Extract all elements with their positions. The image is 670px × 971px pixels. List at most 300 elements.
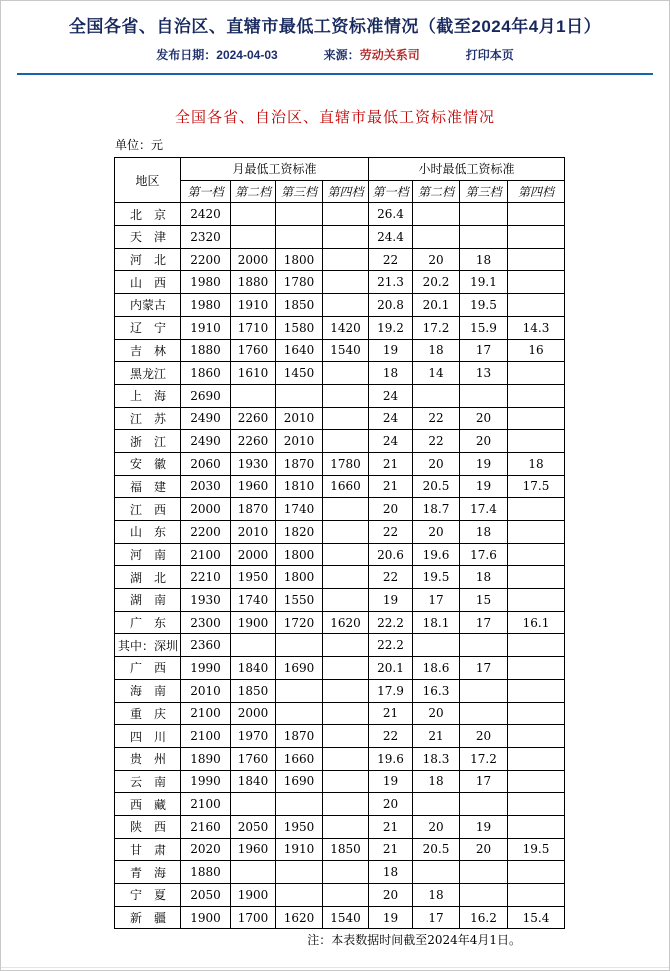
- value-cell: 2010: [276, 407, 323, 430]
- value-cell: 18: [508, 452, 565, 475]
- value-cell: [413, 861, 460, 884]
- value-cell: [460, 679, 508, 702]
- value-cell: 17.2: [413, 316, 460, 339]
- region-cell: 海 南: [115, 679, 181, 702]
- value-cell: 15: [460, 589, 508, 612]
- region-cell: 新 疆: [115, 906, 181, 929]
- region-column-header: 地区: [115, 158, 181, 203]
- region-cell: 广 东: [115, 611, 181, 634]
- value-cell: 20: [460, 725, 508, 748]
- table-row: [115, 634, 565, 657]
- value-cell: 2010: [231, 521, 276, 544]
- region-cell: 江 苏: [115, 407, 181, 430]
- value-cell: [323, 430, 369, 453]
- value-cell: [508, 498, 565, 521]
- value-cell: [508, 634, 565, 657]
- table-row: [115, 430, 565, 453]
- value-cell: [508, 884, 565, 907]
- value-cell: 17: [460, 611, 508, 634]
- value-cell: 17.4: [460, 498, 508, 521]
- value-cell: [460, 203, 508, 226]
- value-cell: [276, 679, 323, 702]
- value-cell: 1850: [231, 679, 276, 702]
- value-cell: 24: [369, 384, 413, 407]
- value-cell: 1880: [181, 861, 231, 884]
- value-cell: 24.4: [369, 226, 413, 249]
- value-cell: [413, 203, 460, 226]
- value-cell: 2300: [181, 611, 231, 634]
- table-row: [115, 203, 565, 226]
- value-cell: [276, 793, 323, 816]
- value-cell: 1910: [231, 294, 276, 317]
- value-cell: 13: [460, 362, 508, 385]
- value-cell: 20: [369, 793, 413, 816]
- table-title: 全国各省、自治区、直辖市最低工资标准情况: [174, 109, 495, 126]
- value-cell: 2200: [181, 248, 231, 271]
- value-cell: 2260: [231, 430, 276, 453]
- value-cell: 1950: [276, 815, 323, 838]
- hourly-group-header: 小时最低工资标准: [369, 158, 565, 181]
- value-cell: [508, 521, 565, 544]
- value-cell: 1850: [276, 294, 323, 317]
- region-cell: 四 川: [115, 725, 181, 748]
- source-label: 来源：: [323, 48, 360, 62]
- table-row: [115, 747, 565, 770]
- value-cell: 19.1: [460, 271, 508, 294]
- value-cell: 1780: [323, 452, 369, 475]
- value-cell: 21: [369, 815, 413, 838]
- table-row: [115, 679, 565, 702]
- value-cell: [508, 815, 565, 838]
- value-cell: [323, 362, 369, 385]
- value-cell: 20.8: [369, 294, 413, 317]
- value-cell: 18: [460, 248, 508, 271]
- value-cell: 1980: [181, 294, 231, 317]
- value-cell: 1850: [323, 838, 369, 861]
- value-cell: 15.4: [508, 906, 565, 929]
- hourly-tier3-header: 第三档: [460, 180, 508, 203]
- region-cell: 辽 宁: [115, 316, 181, 339]
- value-cell: [323, 770, 369, 793]
- value-cell: 2360: [181, 634, 231, 657]
- value-cell: 20: [413, 248, 460, 271]
- table-row: [115, 906, 565, 929]
- value-cell: 1930: [181, 589, 231, 612]
- region-cell: 福 建: [115, 475, 181, 498]
- value-cell: [508, 543, 565, 566]
- value-cell: 16.1: [508, 611, 565, 634]
- value-cell: [276, 384, 323, 407]
- value-cell: [413, 634, 460, 657]
- value-cell: [460, 634, 508, 657]
- value-cell: [508, 861, 565, 884]
- meta-line: [1, 46, 669, 63]
- header-divider: [17, 73, 653, 75]
- value-cell: 1910: [276, 838, 323, 861]
- region-cell: 浙 江: [115, 430, 181, 453]
- value-cell: 1540: [323, 339, 369, 362]
- table-row: [115, 838, 565, 861]
- value-cell: 1710: [231, 316, 276, 339]
- value-cell: [323, 384, 369, 407]
- value-cell: 18: [413, 884, 460, 907]
- value-cell: [508, 294, 565, 317]
- value-cell: 20.6: [369, 543, 413, 566]
- value-cell: 20.5: [413, 475, 460, 498]
- value-cell: 2050: [231, 815, 276, 838]
- value-cell: 18: [413, 770, 460, 793]
- value-cell: [323, 543, 369, 566]
- region-cell: 西 藏: [115, 793, 181, 816]
- value-cell: [231, 861, 276, 884]
- value-cell: [323, 566, 369, 589]
- value-cell: [508, 657, 565, 680]
- print-page-link[interactable]: 打印本页: [465, 48, 514, 62]
- table-row: [115, 589, 565, 612]
- value-cell: [508, 430, 565, 453]
- hourly-tier4-header: 第四档: [508, 180, 565, 203]
- page-title: 全国各省、自治区、直辖市最低工资标准情况（截至2024年4月1日）: [68, 17, 602, 36]
- value-cell: 19.6: [369, 747, 413, 770]
- value-cell: 2000: [231, 702, 276, 725]
- value-cell: 1660: [323, 475, 369, 498]
- value-cell: 17.2: [460, 747, 508, 770]
- value-cell: 22: [369, 248, 413, 271]
- region-cell: 黑龙江: [115, 362, 181, 385]
- value-cell: 16: [508, 339, 565, 362]
- value-cell: [323, 793, 369, 816]
- value-cell: [323, 521, 369, 544]
- region-cell: 湖 南: [115, 589, 181, 612]
- region-cell: 云 南: [115, 770, 181, 793]
- value-cell: 2200: [181, 521, 231, 544]
- region-cell: 宁 夏: [115, 884, 181, 907]
- value-cell: 19: [369, 339, 413, 362]
- page-bottom-divider: [1, 967, 669, 968]
- value-cell: 20: [369, 884, 413, 907]
- value-cell: 21.3: [369, 271, 413, 294]
- value-cell: 2690: [181, 384, 231, 407]
- region-cell: 青 海: [115, 861, 181, 884]
- table-row: [115, 521, 565, 544]
- value-cell: 24: [369, 430, 413, 453]
- value-cell: 1760: [231, 747, 276, 770]
- region-cell: 北 京: [115, 203, 181, 226]
- table-row: [115, 316, 565, 339]
- table-row: [115, 384, 565, 407]
- value-cell: [323, 294, 369, 317]
- value-cell: 20: [413, 452, 460, 475]
- value-cell: 1820: [276, 521, 323, 544]
- value-cell: 20: [413, 815, 460, 838]
- value-cell: 24: [369, 407, 413, 430]
- value-cell: 22: [369, 521, 413, 544]
- value-cell: 20.1: [369, 657, 413, 680]
- value-cell: [508, 384, 565, 407]
- value-cell: [323, 203, 369, 226]
- region-cell: 陕 西: [115, 815, 181, 838]
- value-cell: [413, 384, 460, 407]
- table-row: [115, 271, 565, 294]
- tier-header-row: [115, 180, 565, 203]
- value-cell: 1840: [231, 657, 276, 680]
- value-cell: 2490: [181, 407, 231, 430]
- value-cell: 20: [413, 521, 460, 544]
- table-row: [115, 770, 565, 793]
- monthly-tier4-header: 第四档: [323, 180, 369, 203]
- value-cell: 1800: [276, 543, 323, 566]
- value-cell: 19.5: [413, 566, 460, 589]
- value-cell: [508, 747, 565, 770]
- value-cell: 18.1: [413, 611, 460, 634]
- value-cell: [508, 566, 565, 589]
- value-cell: 26.4: [369, 203, 413, 226]
- region-cell: 贵 州: [115, 747, 181, 770]
- value-cell: [276, 226, 323, 249]
- value-cell: [323, 589, 369, 612]
- value-cell: 19: [369, 906, 413, 929]
- region-cell: 山 东: [115, 521, 181, 544]
- value-cell: 1540: [323, 906, 369, 929]
- monthly-tier1-header: 第一档: [181, 180, 231, 203]
- value-cell: 1880: [181, 339, 231, 362]
- value-cell: [413, 226, 460, 249]
- value-cell: 18: [413, 339, 460, 362]
- table-row: [115, 815, 565, 838]
- region-cell: 河 北: [115, 248, 181, 271]
- value-cell: [323, 884, 369, 907]
- value-cell: 20.1: [413, 294, 460, 317]
- value-cell: 1870: [276, 725, 323, 748]
- value-cell: 20: [460, 430, 508, 453]
- region-cell: 天 津: [115, 226, 181, 249]
- value-cell: 19.6: [413, 543, 460, 566]
- value-cell: 1950: [231, 566, 276, 589]
- value-cell: [508, 226, 565, 249]
- region-cell: 内蒙古: [115, 294, 181, 317]
- value-cell: 20: [413, 702, 460, 725]
- value-cell: 1610: [231, 362, 276, 385]
- value-cell: 20: [460, 407, 508, 430]
- value-cell: [323, 679, 369, 702]
- value-cell: 2420: [181, 203, 231, 226]
- publish-date: 发布日期：2024-04-03: [156, 48, 278, 62]
- value-cell: 22: [413, 407, 460, 430]
- value-cell: [460, 702, 508, 725]
- region-cell: 湖 北: [115, 566, 181, 589]
- value-cell: [508, 725, 565, 748]
- value-cell: [323, 634, 369, 657]
- region-cell: 吉 林: [115, 339, 181, 362]
- region-cell: 山 西: [115, 271, 181, 294]
- value-cell: 2160: [181, 815, 231, 838]
- value-cell: [323, 702, 369, 725]
- value-cell: 20.5: [413, 838, 460, 861]
- region-cell: 安 徽: [115, 452, 181, 475]
- value-cell: 18.7: [413, 498, 460, 521]
- table-row: [115, 566, 565, 589]
- value-cell: 22: [413, 430, 460, 453]
- table-note: 注：本表数据时间截至2024年4月1日。: [307, 933, 521, 948]
- value-cell: 18: [460, 566, 508, 589]
- value-cell: 17.9: [369, 679, 413, 702]
- value-cell: [508, 770, 565, 793]
- value-cell: 1720: [276, 611, 323, 634]
- value-cell: 16.3: [413, 679, 460, 702]
- source-value: 劳动关系司: [359, 48, 420, 62]
- value-cell: [323, 498, 369, 521]
- value-cell: 20.2: [413, 271, 460, 294]
- group-header-row: [115, 158, 565, 181]
- value-cell: 18: [369, 362, 413, 385]
- value-cell: 21: [369, 838, 413, 861]
- value-cell: 17: [413, 906, 460, 929]
- value-cell: 2010: [276, 430, 323, 453]
- table-row: [115, 702, 565, 725]
- value-cell: 1880: [231, 271, 276, 294]
- value-cell: [323, 815, 369, 838]
- value-cell: 17: [460, 657, 508, 680]
- value-cell: 2260: [231, 407, 276, 430]
- value-cell: [231, 384, 276, 407]
- value-cell: [323, 861, 369, 884]
- value-cell: [323, 226, 369, 249]
- wage-table-body: [115, 203, 565, 929]
- value-cell: 18.6: [413, 657, 460, 680]
- value-cell: 2490: [181, 430, 231, 453]
- value-cell: 17.6: [460, 543, 508, 566]
- value-cell: [276, 884, 323, 907]
- table-row: [115, 475, 565, 498]
- value-cell: [460, 884, 508, 907]
- table-row: [115, 611, 565, 634]
- value-cell: 21: [369, 475, 413, 498]
- value-cell: 19.2: [369, 316, 413, 339]
- table-row: [115, 657, 565, 680]
- value-cell: 16.2: [460, 906, 508, 929]
- value-cell: 1740: [276, 498, 323, 521]
- value-cell: 19: [369, 589, 413, 612]
- value-cell: 1860: [181, 362, 231, 385]
- value-cell: 1870: [231, 498, 276, 521]
- value-cell: 2320: [181, 226, 231, 249]
- value-cell: [231, 203, 276, 226]
- value-cell: [508, 271, 565, 294]
- value-cell: 2210: [181, 566, 231, 589]
- value-cell: 17: [413, 589, 460, 612]
- value-cell: 15.9: [460, 316, 508, 339]
- monthly-group-header: 月最低工资标准: [181, 158, 369, 181]
- source-field: [324, 46, 420, 63]
- value-cell: [460, 384, 508, 407]
- hourly-tier1-header: 第一档: [369, 180, 413, 203]
- value-cell: 18: [369, 861, 413, 884]
- value-cell: 1550: [276, 589, 323, 612]
- wage-table: [114, 157, 565, 929]
- value-cell: 19.5: [508, 838, 565, 861]
- region-cell: 河 南: [115, 543, 181, 566]
- value-cell: 1990: [181, 770, 231, 793]
- value-cell: [323, 657, 369, 680]
- value-cell: 17: [460, 770, 508, 793]
- table-row: [115, 884, 565, 907]
- value-cell: 19.5: [460, 294, 508, 317]
- value-cell: 1450: [276, 362, 323, 385]
- value-cell: [276, 861, 323, 884]
- value-cell: 1640: [276, 339, 323, 362]
- value-cell: 19: [460, 475, 508, 498]
- value-cell: [508, 589, 565, 612]
- table-row: [115, 861, 565, 884]
- value-cell: 2100: [181, 543, 231, 566]
- table-row: [115, 226, 565, 249]
- value-cell: 1620: [323, 611, 369, 634]
- region-cell: 重 庆: [115, 702, 181, 725]
- value-cell: 1740: [231, 589, 276, 612]
- value-cell: 18.3: [413, 747, 460, 770]
- value-cell: [460, 226, 508, 249]
- table-row: [115, 452, 565, 475]
- monthly-tier2-header: 第二档: [231, 180, 276, 203]
- value-cell: 22: [369, 725, 413, 748]
- table-row: [115, 294, 565, 317]
- value-cell: 19: [460, 815, 508, 838]
- region-cell: 上 海: [115, 384, 181, 407]
- value-cell: 1990: [181, 657, 231, 680]
- value-cell: 1580: [276, 316, 323, 339]
- value-cell: [323, 248, 369, 271]
- table-row: [115, 725, 565, 748]
- value-cell: [413, 793, 460, 816]
- value-cell: 2060: [181, 452, 231, 475]
- value-cell: 20: [369, 498, 413, 521]
- value-cell: 2100: [181, 793, 231, 816]
- value-cell: 14: [413, 362, 460, 385]
- value-cell: 1800: [276, 248, 323, 271]
- value-cell: 2100: [181, 702, 231, 725]
- value-cell: [231, 634, 276, 657]
- value-cell: 2010: [181, 679, 231, 702]
- value-cell: 1800: [276, 566, 323, 589]
- value-cell: 1890: [181, 747, 231, 770]
- hourly-tier2-header: 第二档: [413, 180, 460, 203]
- value-cell: 1810: [276, 475, 323, 498]
- value-cell: 1980: [181, 271, 231, 294]
- value-cell: [276, 203, 323, 226]
- region-cell: 江 西: [115, 498, 181, 521]
- value-cell: [508, 407, 565, 430]
- value-cell: [508, 793, 565, 816]
- table-row: [115, 248, 565, 271]
- value-cell: 1970: [231, 725, 276, 748]
- table-row: [115, 339, 565, 362]
- table-row: [115, 362, 565, 385]
- value-cell: 2030: [181, 475, 231, 498]
- value-cell: 1620: [276, 906, 323, 929]
- value-cell: [323, 747, 369, 770]
- value-cell: 1900: [231, 884, 276, 907]
- value-cell: [460, 861, 508, 884]
- value-cell: 1690: [276, 770, 323, 793]
- value-cell: 22.2: [369, 611, 413, 634]
- region-cell: 其中：深圳: [115, 634, 181, 657]
- value-cell: 1870: [276, 452, 323, 475]
- value-cell: 1930: [231, 452, 276, 475]
- value-cell: [508, 679, 565, 702]
- value-cell: 2000: [181, 498, 231, 521]
- value-cell: 18: [460, 521, 508, 544]
- value-cell: 17: [460, 339, 508, 362]
